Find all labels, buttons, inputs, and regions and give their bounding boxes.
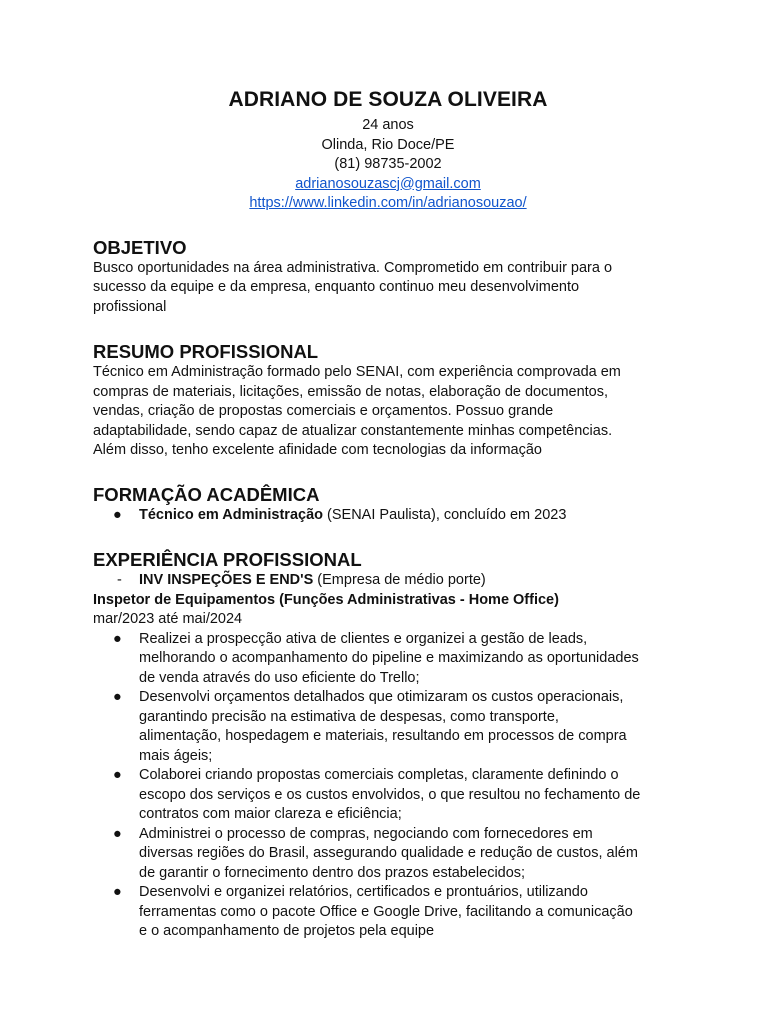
dash-icon: -	[117, 572, 122, 588]
resumo-text	[93, 363, 683, 461]
course-name: Técnico em Administração	[139, 506, 323, 523]
bullet-line: mais ágeis;	[139, 747, 213, 764]
resumo-line: adaptabilidade, sendo capaz de atualizar constantemente minhas competências.	[93, 422, 613, 439]
bullet-line: melhorando o acompanhamento do pipeline e maximizando as oportunidades	[139, 650, 639, 666]
bullet-icon: ●	[113, 506, 122, 523]
experience-bullet	[93, 688, 683, 766]
experience-bullet	[93, 825, 683, 884]
bullet-line: alimentação, hospedagem e materiais, resultando em processos de compra	[139, 728, 627, 744]
resume-header	[93, 87, 683, 214]
bullet-line: Colaborei criando propostas comerciais completas, claramente definindo o	[139, 767, 619, 783]
bullet-line: Realizei a prospecção ativa de clientes e organizei a gestão de leads,	[139, 630, 588, 647]
company-note: (Empresa de médio porte)	[313, 572, 486, 588]
bullet-line: e o acompanhamento de projetos pela equipe	[139, 923, 435, 939]
experience-bullets	[93, 630, 683, 942]
section-objetivo	[93, 237, 683, 318]
bullet-icon: ●	[113, 825, 122, 842]
company-line	[93, 571, 683, 591]
resume-page	[93, 87, 683, 942]
bullet-line: de venda através do uso eficiente do Trello;	[139, 669, 420, 686]
experience-bullet	[93, 630, 683, 689]
candidate-name: ADRIANO DE SOUZA OLIVEIRA	[228, 88, 548, 111]
bullet-icon: ●	[113, 767, 122, 783]
formacao-list	[93, 506, 683, 526]
formacao-item	[93, 506, 683, 526]
bullet-icon: ●	[113, 689, 122, 705]
objetivo-line: Busco oportunidades na área administrativa. Comprometido em contribuir para o	[93, 259, 613, 276]
section-title-objetivo: OBJETIVO	[93, 236, 187, 258]
course-details: (SENAI Paulista), concluído em 2023	[323, 506, 567, 523]
bullet-line: escopo dos serviços e os custos envolvidos, o que resultou no fechamento de	[139, 786, 641, 803]
job-role: Inspetor de Equipamentos (Funções Administrativas - Home Office)	[93, 591, 559, 608]
objetivo-line: profissional	[93, 298, 167, 315]
candidate-location: Olinda, Rio Doce/PE	[321, 136, 455, 153]
bullet-line: de garantir o fornecimento dentro dos prazos estabelecidos;	[139, 864, 526, 881]
bullet-line: Desenvolvi e organizei relatórios, certificados e prontuários, utilizando	[139, 884, 588, 900]
resumo-line: Além disso, tenho excelente afinidade com tecnologias da informação	[93, 442, 542, 458]
experience-bullet	[93, 766, 683, 825]
bullet-line: contratos com maior clareza e eficiência;	[139, 806, 402, 822]
experience-bullet	[93, 883, 683, 942]
bullet-line: ferramentas como o pacote Office e Google Drive, facilitando a comunicação	[139, 903, 633, 920]
section-resumo	[93, 341, 683, 461]
section-experiencia	[93, 549, 683, 942]
candidate-age: 24 anos	[362, 117, 414, 133]
bullet-icon: ●	[113, 884, 122, 900]
bullet-icon: ●	[113, 630, 122, 647]
objetivo-line: sucesso da equipe e da empresa, enquanto continuo meu desenvolvimento	[93, 279, 580, 295]
resumo-line: Técnico em Administração formado pelo SENAI, com experiência comprovada em	[93, 364, 621, 380]
section-title-resumo: RESUMO PROFISSIONAL	[93, 341, 319, 362]
bullet-line: Desenvolvi orçamentos detalhados que otimizaram os custos operacionais,	[139, 689, 624, 705]
section-title-experiencia: EXPERIÊNCIA PROFISSIONAL	[93, 549, 362, 570]
section-formacao	[93, 484, 683, 526]
section-title-formacao: FORMAÇÃO ACADÊMICA	[93, 483, 320, 505]
email-link[interactable]: adrianosouzascj@gmail.com	[295, 175, 481, 192]
resumo-line: vendas, criação de propostas comerciais e orçamentos. Possuo grande	[93, 403, 554, 419]
bullet-line: Administrei o processo de compras, negociando com fornecedores em	[139, 825, 593, 842]
linkedin-link[interactable]: https://www.linkedin.com/in/adrianosouzao/	[249, 195, 527, 211]
objetivo-text	[93, 259, 683, 318]
resumo-line: compras de materiais, licitações, emissão de notas, elaboração de documentos,	[93, 383, 609, 400]
candidate-phone: (81) 98735-2002	[334, 156, 442, 172]
bullet-line: garantindo precisão na estimativa de despesas, como transporte,	[139, 708, 559, 725]
company-name: INV INSPEÇÕES E END'S	[139, 572, 314, 588]
job-period: mar/2023 até mai/2024	[93, 611, 243, 627]
bullet-line: diversas regiões do Brasil, assegurando qualidade e redução de custos, além	[139, 845, 638, 861]
